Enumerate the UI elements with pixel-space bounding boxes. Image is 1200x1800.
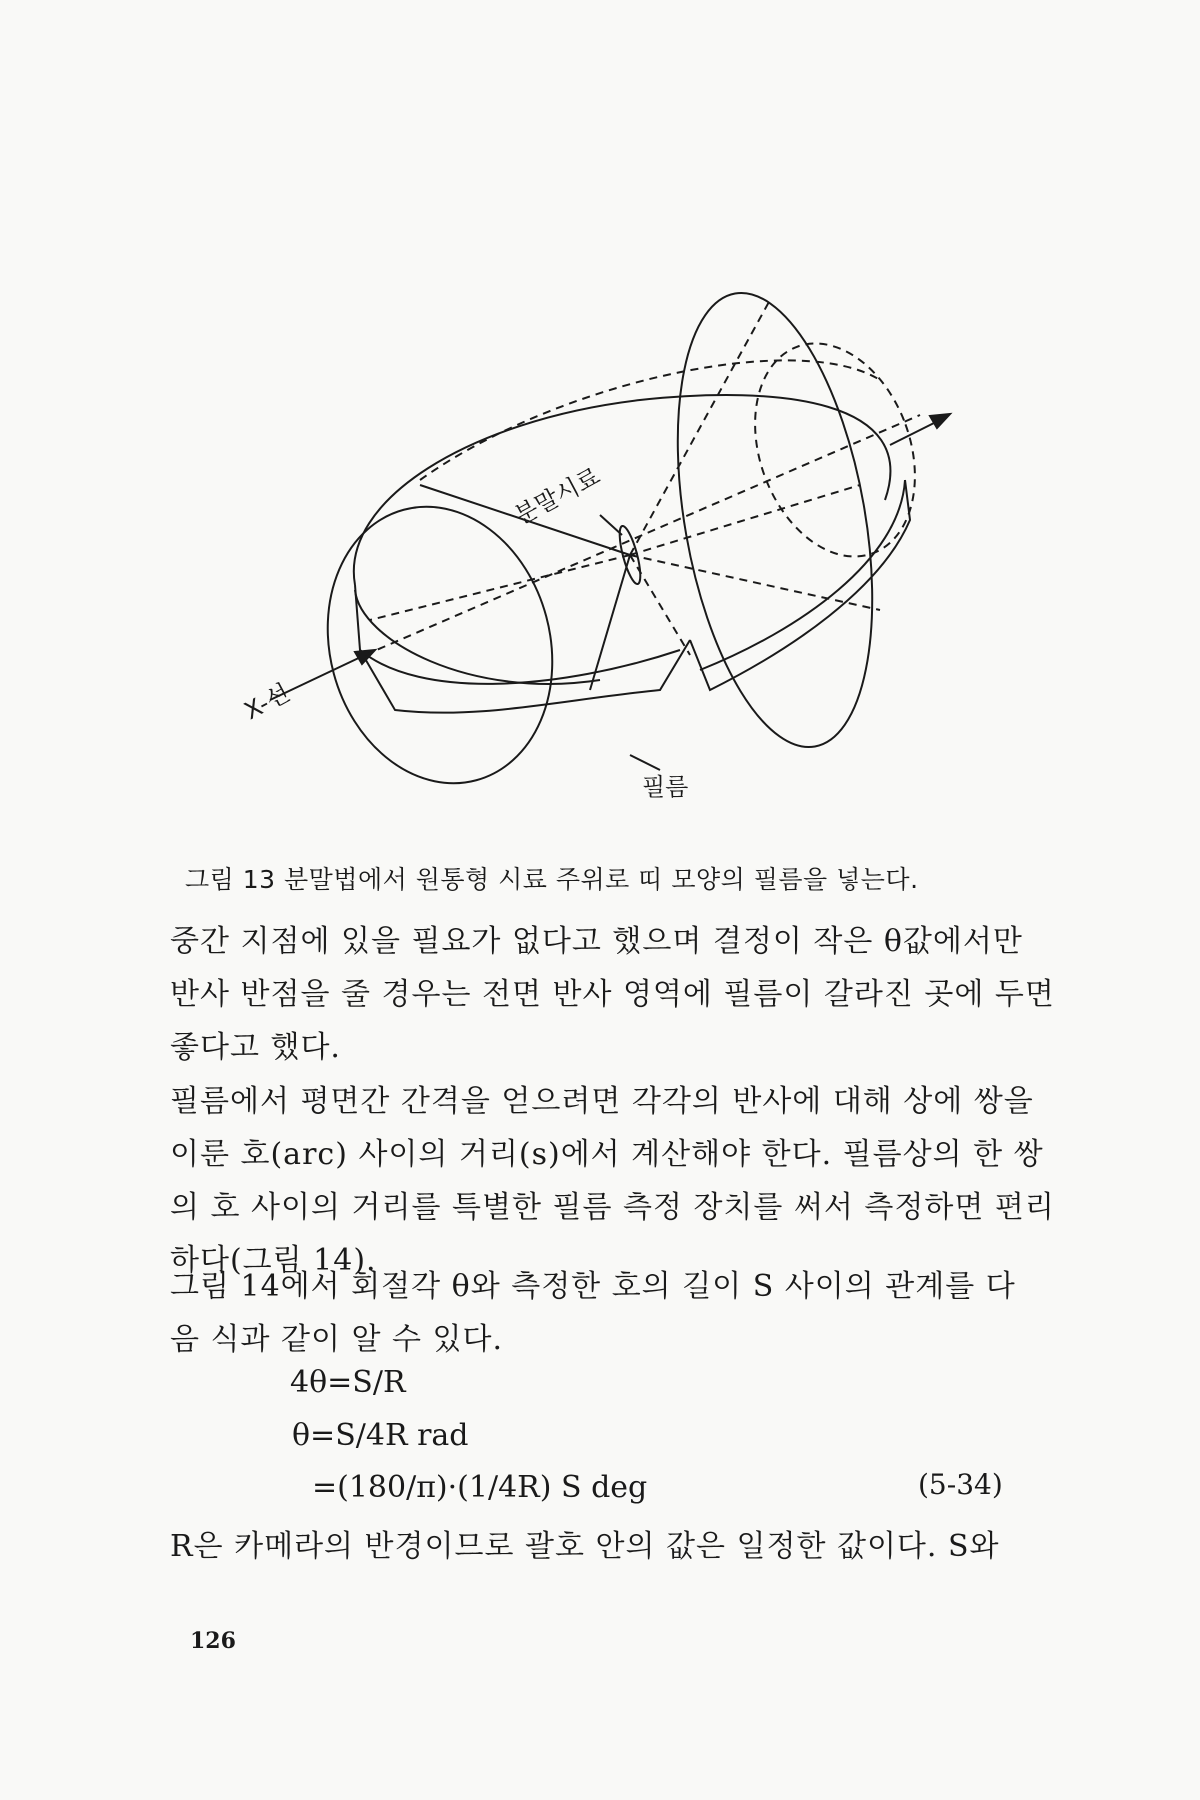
text-line: 이룬 호(arc) 사이의 거리(s)에서 계산해야 한다. 필름상의 한 쌍 [170,1137,1044,1172]
film-label: 필름 [642,773,689,801]
text-line: 그림 14에서 회절각 θ와 측정한 호의 길이 S 사이의 관계를 다 [170,1269,1016,1304]
cone-line [630,555,880,610]
paragraph-2 [170,1075,1055,1287]
text-line: 음 식과 같이 알 수 있다. [170,1322,504,1357]
equation-2: θ=S/4R rad [292,1418,469,1453]
xray-exit-arrow-head [930,414,950,428]
text-line: 좋다고 했다. [170,1030,341,1065]
sample-pointer [600,515,622,535]
page-number: 126 [190,1628,236,1654]
cone-line [630,485,860,555]
paragraph-1 [170,915,1055,1074]
right-cone-ellipse [646,278,903,762]
equation-1: 4θ=S/R [290,1365,406,1400]
equation-number: (5-34) [918,1468,1003,1501]
text-line: 의 호 사이의 거리를 특별한 필름 측정 장치를 써서 측정하면 편리 [170,1190,1055,1225]
text-line: 반사 반점을 줄 경우는 전면 반사 영역에 필름이 갈라진 곳에 두면 [170,977,1055,1012]
text-line: 필름에서 평면간 간격을 얻으려면 각각의 반사에 대해 상에 쌍을 [170,1084,1034,1119]
text-line: 하다(그림 14). [170,1243,377,1278]
text-line: R은 카메라의 반경이므로 괄호 안의 값은 일정한 값이다. S와 [170,1529,1000,1564]
powder-camera-diagram [0,0,1200,840]
xray-label: X-선 [239,678,295,726]
outer-ring-back [420,360,880,480]
left-cone-ellipse [298,481,583,808]
xray-beam-axis [365,415,920,655]
paragraph-4 [170,1520,1000,1573]
cone-line [630,300,770,555]
cone-line [370,555,630,620]
right-small-ellipse [727,321,943,579]
equation-3: =(180/π)·(1/4R) S deg [312,1470,648,1505]
text-line: 중간 지점에 있을 필요가 없다고 했으며 결정이 작은 θ값에서만 [170,924,1023,959]
outer-ring-front [355,590,600,684]
film-pointer [630,755,660,770]
film-band-bottom-edge [360,650,680,684]
figure-caption: 그림 13 분말법에서 원통형 시료 주위로 띠 모양의 필름을 넣는다. [185,865,919,894]
paragraph-3 [170,1260,1016,1366]
sample-label: 분말시료 [509,462,605,531]
